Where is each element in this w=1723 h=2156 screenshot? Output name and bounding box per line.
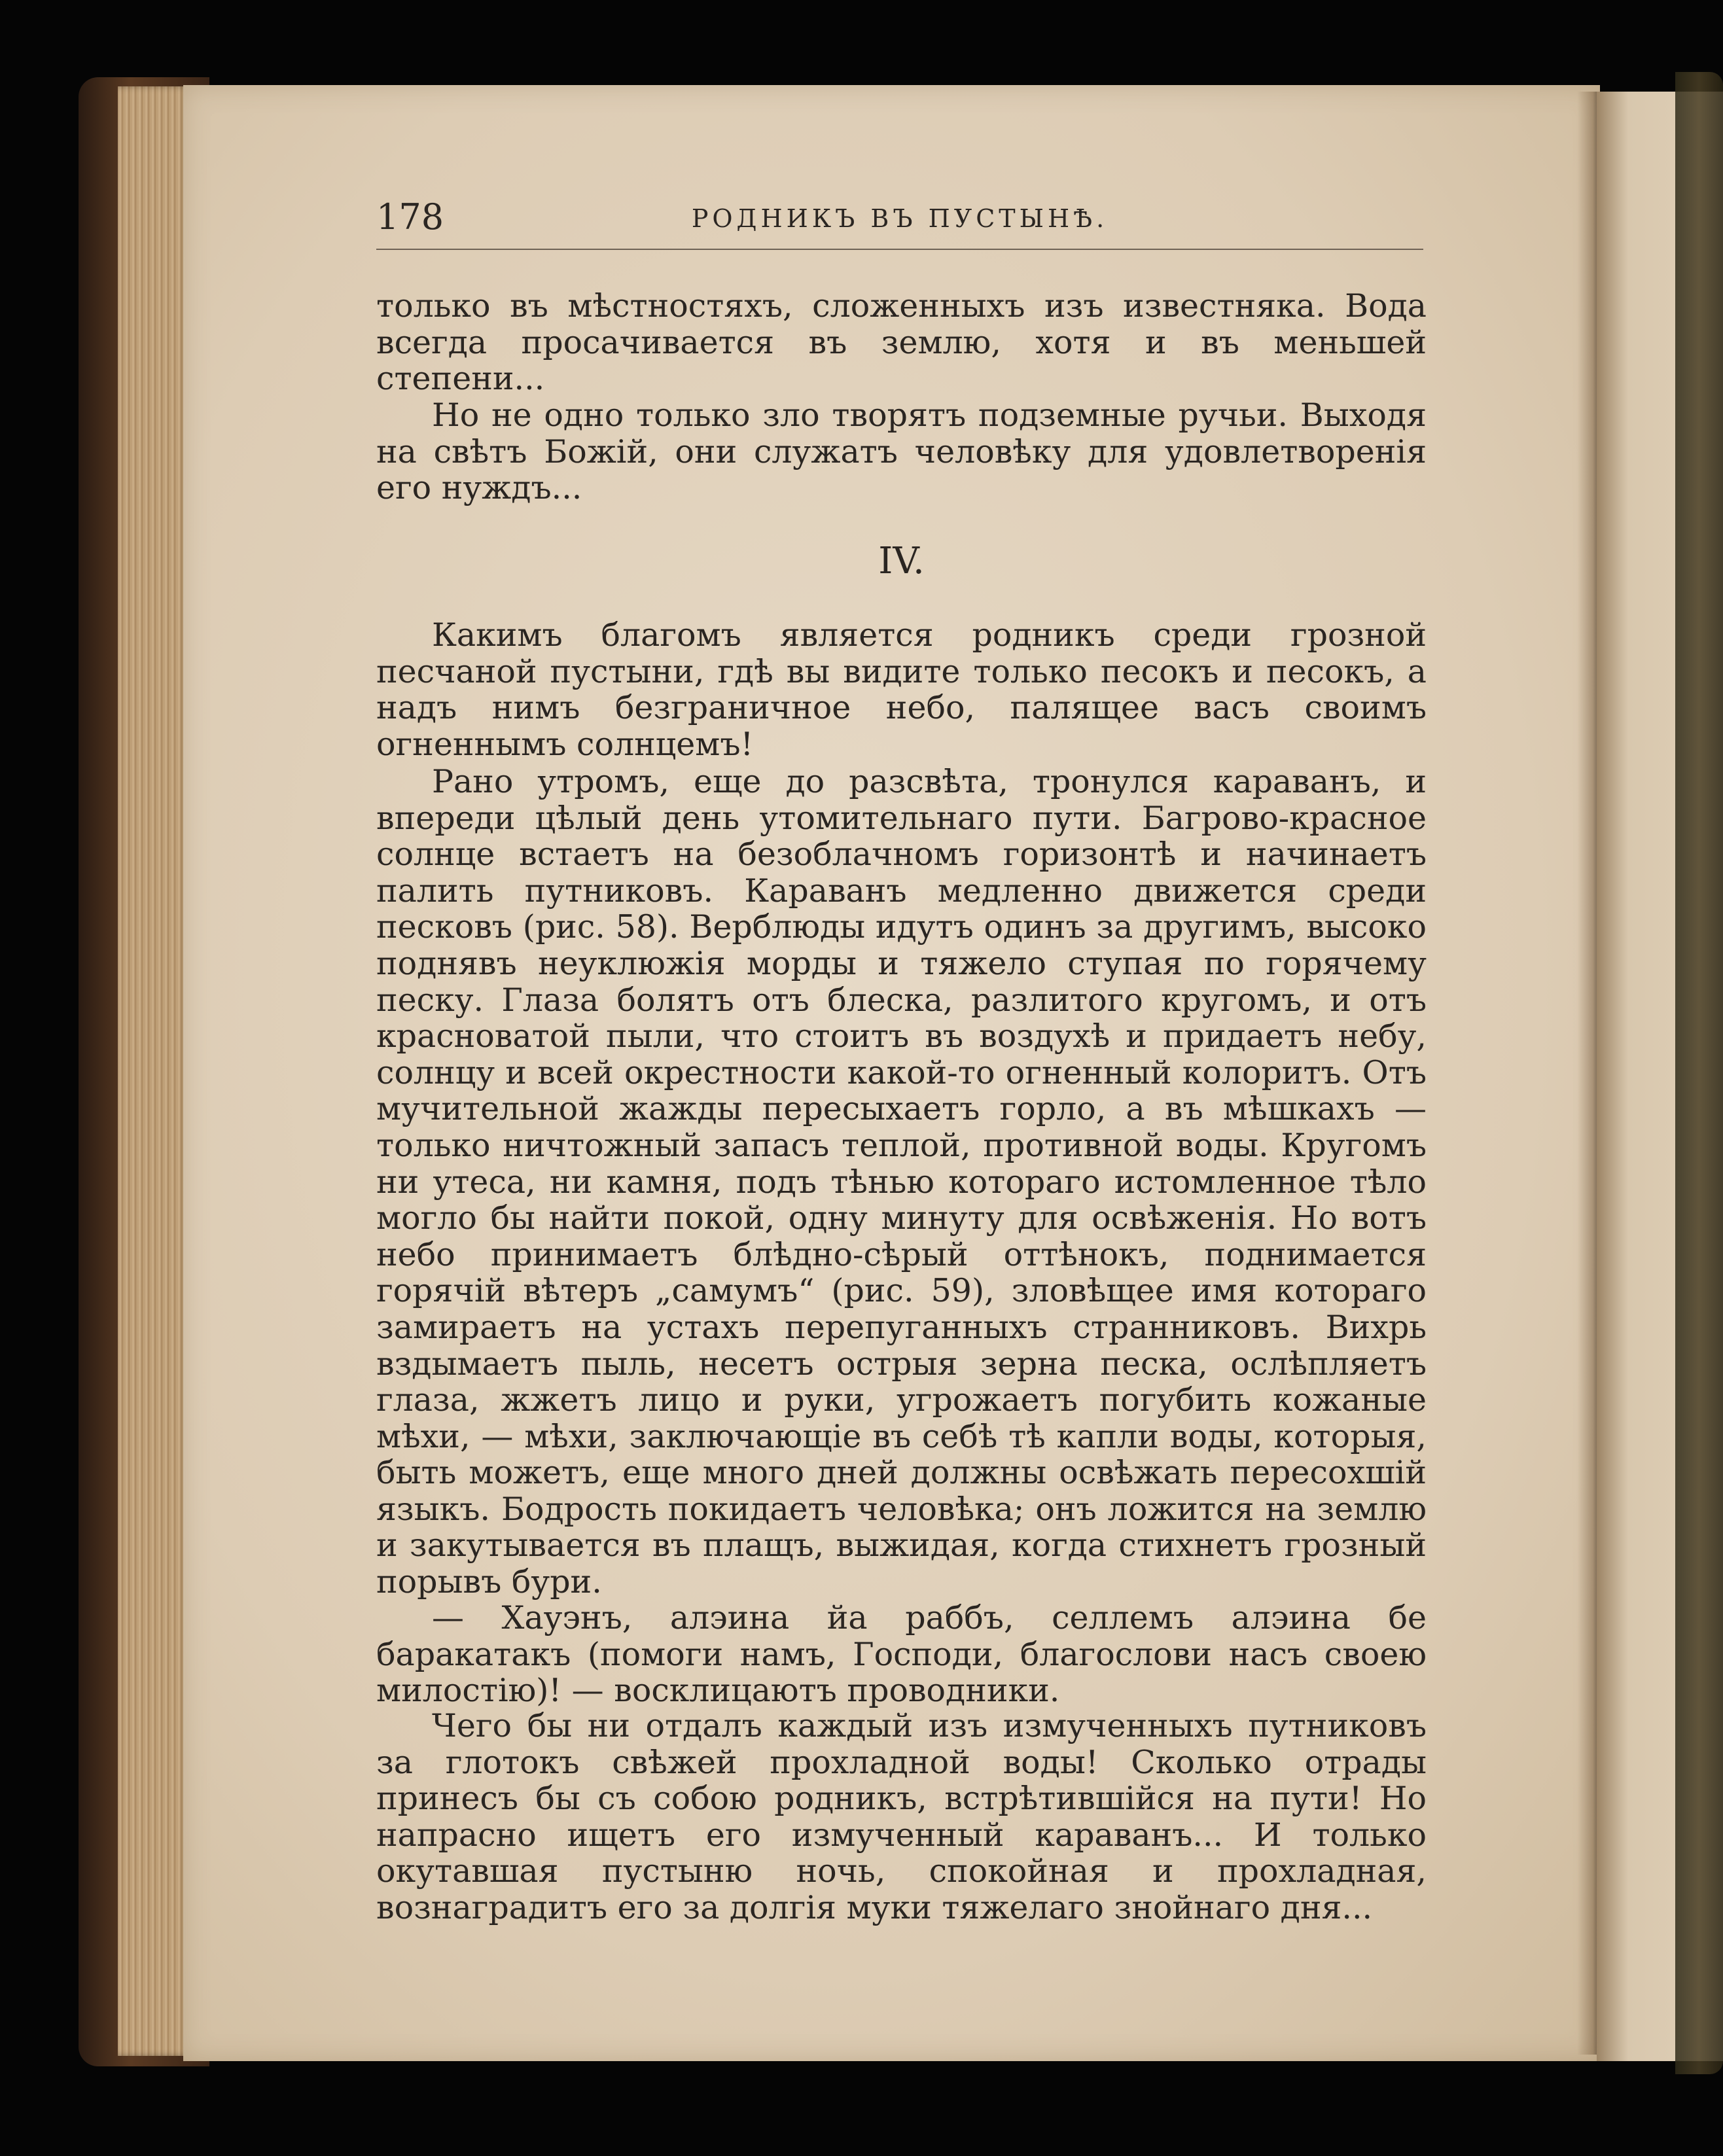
- page-number: 178: [376, 196, 444, 238]
- paragraph-underground-streams: Но не одно только зло творятъ подземные ручьи. Выходя на свѣтъ Божій, они служатъ человѣку для удовлетворенія его нуждъ...: [376, 397, 1427, 507]
- paragraph-caravan-journey: Рано утромъ, еще до разсвѣта, тронулся караванъ, и впереди цѣлый день утомительнаго пути. Багрово-красное солнце встаетъ на безоблачномъ горизонтѣ и начинаетъ палить путниковъ. Караванъ медленно движется среди песковъ (рис. 58). Верблюды идутъ одинъ за другимъ, высоко поднявъ неуклюжія морды и тяжело ступая по горячему песку. Глаза болятъ отъ блеска, разлитого кругомъ, и отъ красноватой пыли, что стоитъ въ воздухѣ и придаетъ небу, солнцу и всей окрестности какой-то огненный колоритъ. Отъ мучительной жажды пересыхаетъ горло, а въ мѣшкахъ — только ничтожный запасъ теплой, противной воды. Кругомъ ни утеса, ни камня, подъ тѣнью котораго истомленное тѣло могло бы найти покой, одну минуту для освѣженія. Но вотъ небо принимаетъ блѣдно-сѣрый оттѣнокъ, поднимается горячій вѣтеръ „самумъ“ (рис. 59), зловѣщее имя котораго замираетъ на устахъ перепуганныхъ странниковъ. Вихрь вздымаетъ пыль, несетъ острыя зерна песка, ослѣпляетъ глаза, жжетъ лицо и руки, угрожаетъ погубить кожаные мѣхи, — мѣхи, заключающіе въ себѣ тѣ капли воды, которыя, быть можетъ, еще много дней должны освѣжать пересохшій языкъ. Бодрость покидаетъ человѣка; онъ ложится на землю и закутывается въ плащъ, выжидая, когда стихнетъ грозный порывъ бури.: [376, 763, 1427, 1601]
- header-rule: [376, 249, 1423, 250]
- paragraph-guides-prayer: — Хауэнъ, алэина йа раббъ, селлемъ алэина бе баракатакъ (помоги намъ, Господи, благослови насъ своею милостію)! — восклицаютъ проводники.: [376, 1599, 1427, 1710]
- paragraph-thirst: Чего бы ни отдалъ каждый изъ измученныхъ путниковъ за глотокъ свѣжей прохладной воды! Сколько отрады принесъ бы съ собою родникъ, встрѣтившійся на пути! Но напрасно ищетъ его измученный караванъ... И только окутавшая пустыню ночь, спокойная и прохладная, вознаградитъ его за долгія муки тяжелаго знойнаго дня...: [376, 1707, 1427, 1926]
- page-block-edges: [118, 86, 190, 2056]
- page-header: [376, 196, 1423, 242]
- section-heading: IV.: [878, 540, 925, 582]
- paragraph-desert-spring: Какимъ благомъ является родникъ среди грозной песчаной пустыни, гдѣ вы видите только песокъ и песокъ, а надъ нимъ безграничное небо, палящее васъ своимъ огненнымъ солнцемъ!: [376, 616, 1427, 763]
- paragraph-continuation: только въ мѣстностяхъ, сложенныхъ изъ известняка. Вода всегда просачивается въ землю, хотя и въ меньшей степени...: [376, 287, 1427, 398]
- book-cover-right-edge: [1675, 72, 1723, 2074]
- running-title: РОДНИКЪ ВЪ ПУСТЫНѢ.: [691, 204, 1109, 233]
